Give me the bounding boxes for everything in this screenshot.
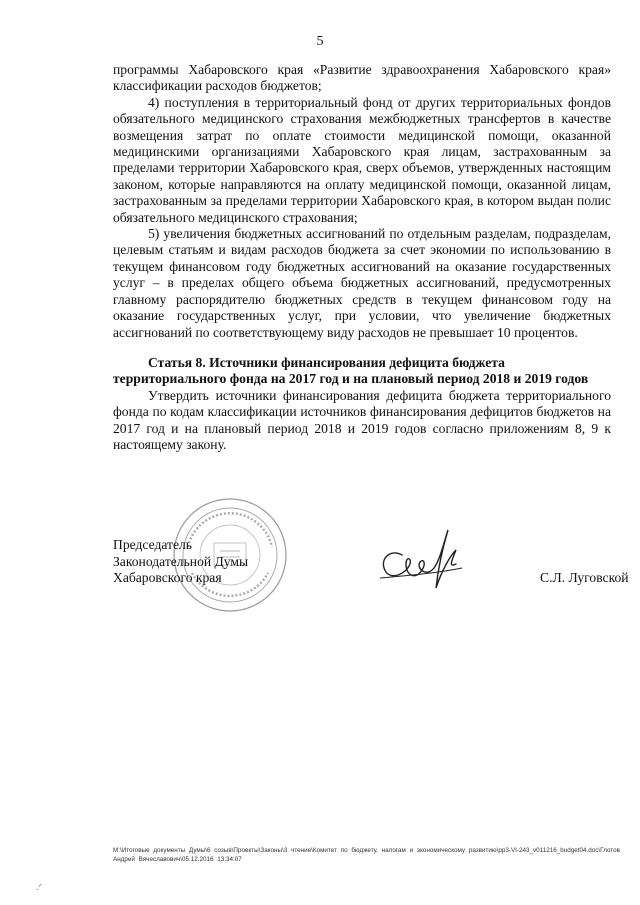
article-8-body: Утвердить источники финансирования дефицита бюджета территориального фонда по кодам классификации источников финансирования дефицитов бюджетов на 2017 год и на плановый период 2018 и 2019 годов согласно приложениям 8, 9 к настоящему закону.: [113, 387, 611, 452]
paragraph-continuation: программы Хабаровского края «Развитие здравоохранения Хабаровского края» классификации расходов бюджетов;: [113, 62, 611, 94]
signatory-title-line2: Законодательной Думы: [113, 553, 249, 569]
signatory-title-line1: Председатель: [113, 537, 192, 552]
signatory-title-line3: Хабаровского края: [113, 570, 222, 586]
signatory-name: С.Л. Луговской: [540, 570, 629, 585]
file-path-footer: M:\Итоговые документы Думы\6 созыв\Проекты\Законы\3 чтение\Комитет по бюджету, налогам и экономическому развитию\pp3-VI-243_v011216_budget04.doc\Глотов Андрей Вячеславович\05.12.2016 13:34:07: [113, 847, 620, 863]
paragraph-item-5: 5) увеличения бюджетных ассигнований по отдельным разделам, подразделам, целевым статьям и видам расходов бюджета за счет экономии по использованию в текущем финансовом году бюджетных ассигнований на оказание государственных услуг – в пределах общего объема бюджетных ассигнований, предусмотренных главному распорядителю бюджетных средств в текущем финансовом году на оказание государственных услуг, при условии, что увеличение бюджетных ассигнований по соответствующему виду расходов не превышает 10 процентов.: [113, 226, 611, 340]
scan-artifact-mark: .ᐟ: [36, 882, 43, 892]
document-body: [113, 62, 611, 453]
article-8-heading-line2: территориального фонда на 2017 год и на плановый период 2018 и 2019 годов: [113, 371, 589, 387]
article-8-heading-line1: Статья 8. Источники финансирования дефицита бюджета: [148, 354, 505, 370]
page-number: 5: [316, 34, 324, 49]
handwritten-signature: [372, 520, 472, 600]
signatory-title: [113, 537, 248, 587]
paragraph-item-4: 4) поступления в территориальный фонд от других территориальных фондов обязательного медицинского страхования межбюджетных трансфертов в качестве возмещения затрат по оплате стоимости медицинской помощи, оказанной медицинскими организациями Хабаровского края лицам, застрахованным за пределами территории Хабаровского края, сверх объемов, утвержденных настоящим законом, которые направляются на оплату медицинской помощи, оказанной лицам, застрахованным за пределами территории Хабаровского края, в котором выдан полис обязательного медицинского страхования;: [113, 94, 611, 225]
